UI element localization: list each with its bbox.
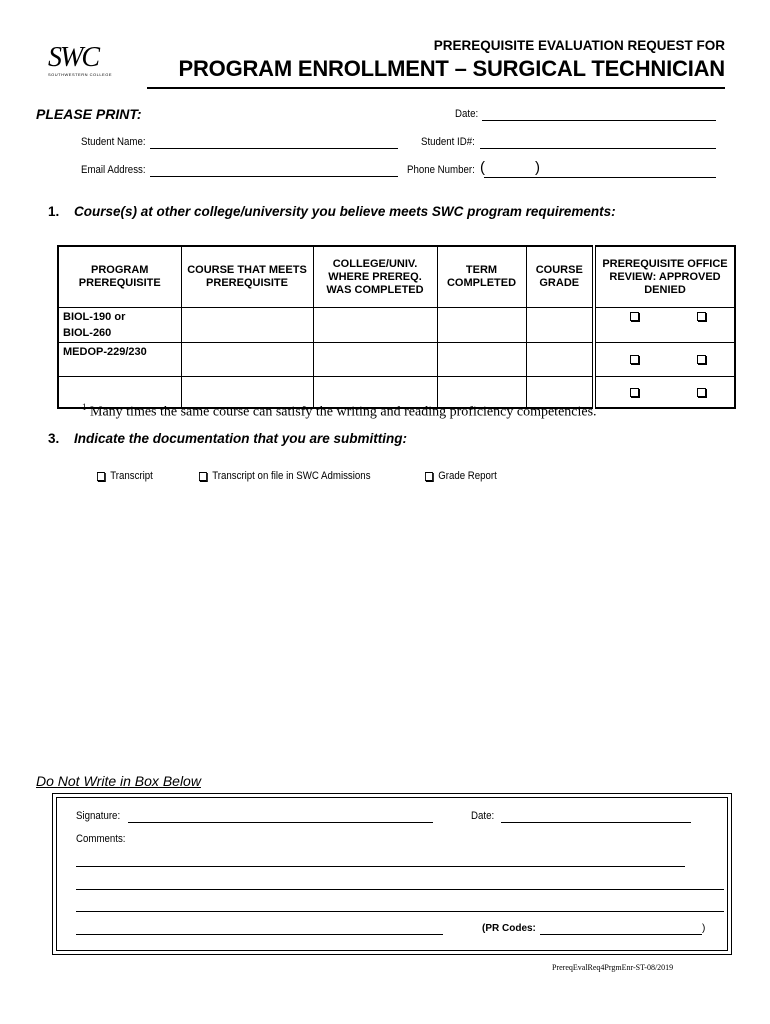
- doc-option-label: Transcript: [110, 470, 153, 482]
- signature-label: Signature:: [76, 810, 121, 822]
- approved-checkbox[interactable]: [630, 312, 639, 321]
- term-cell[interactable]: [437, 308, 526, 343]
- table-row: [58, 343, 735, 377]
- pr-codes-close: ): [702, 923, 706, 934]
- col-program-prerequisite: PROGRAM PREREQUISITE: [58, 246, 181, 308]
- col-office-review: PREREQUISITE OFFICE REVIEW: APPROVED DENIED: [594, 246, 735, 308]
- review-cell: [594, 308, 735, 343]
- prereq-cell: [58, 308, 181, 343]
- office-use-inner-border: [56, 797, 728, 951]
- college-cell[interactable]: [313, 343, 437, 377]
- phone-field[interactable]: [484, 177, 716, 178]
- please-print-heading: PLEASE PRINT:: [36, 106, 142, 122]
- logo-tagline: SOUTHWESTERN COLLEGE: [48, 72, 113, 77]
- form-title: PROGRAM ENROLLMENT – SURGICAL TECHNICIAN: [178, 56, 725, 81]
- section-1-title: Course(s) at other college/university you believe meets SWC program requirements:: [74, 204, 616, 219]
- form-subtitle: PREREQUISITE EVALUATION REQUEST FOR: [433, 38, 725, 53]
- office-use-box: [52, 793, 732, 955]
- grade-cell[interactable]: [526, 308, 594, 343]
- date-field[interactable]: [482, 120, 716, 121]
- prereq-line: BIOL-190 or: [63, 311, 126, 323]
- email-label: Email Address:: [81, 164, 146, 176]
- approved-checkbox[interactable]: [630, 355, 639, 364]
- comments-line[interactable]: [76, 889, 724, 890]
- denied-checkbox[interactable]: [697, 312, 706, 321]
- checkbox-icon[interactable]: [425, 472, 433, 481]
- office-date-field[interactable]: [501, 822, 691, 823]
- course-cell[interactable]: [181, 343, 313, 377]
- footnote-marker: 1: [82, 402, 87, 412]
- checkbox-icon[interactable]: [97, 472, 105, 481]
- col-college-university: COLLEGE/UNIV. WHERE PREREQ. WAS COMPLETED: [313, 246, 437, 308]
- footnote-text: Many times the same course can satisfy the writing and reading proficiency competencies.: [90, 404, 597, 420]
- comments-label: Comments:: [76, 833, 126, 845]
- office-use-heading: Do Not Write in Box Below: [36, 773, 201, 789]
- pr-codes-field[interactable]: [540, 934, 702, 935]
- col-course-grade: COURSE GRADE: [526, 246, 594, 308]
- comments-line[interactable]: [76, 934, 443, 935]
- office-date-label: Date:: [471, 810, 495, 822]
- college-cell[interactable]: [313, 308, 437, 343]
- signature-field[interactable]: [128, 822, 433, 823]
- review-cell: [594, 377, 735, 409]
- col-term-completed: TERM COMPLETED: [437, 246, 526, 308]
- section-3-number: 3.: [48, 431, 60, 446]
- grade-cell[interactable]: [526, 343, 594, 377]
- doc-option-grade-report[interactable]: [425, 470, 497, 482]
- phone-label: Phone Number:: [407, 164, 475, 176]
- term-cell[interactable]: [437, 343, 526, 377]
- logo-mark: SWC: [48, 42, 98, 73]
- email-field[interactable]: [150, 176, 398, 177]
- table-row: [58, 308, 735, 343]
- doc-option-transcript[interactable]: [97, 470, 153, 482]
- approved-checkbox[interactable]: [630, 388, 639, 397]
- college-logo: [48, 44, 128, 86]
- prereq-line: BIOL-260: [63, 327, 112, 339]
- col-course-that-meets: COURSE THAT MEETS PREREQUISITE: [181, 246, 313, 308]
- title-rule: [147, 87, 725, 89]
- phone-area-open: (: [480, 159, 485, 176]
- footnote: [82, 402, 597, 421]
- review-cell: [594, 343, 735, 377]
- section-1-number: 1.: [48, 204, 60, 219]
- checkbox-icon[interactable]: [199, 472, 207, 481]
- date-label: Date:: [455, 108, 479, 120]
- comments-line[interactable]: [76, 866, 685, 867]
- doc-option-transcript-on-file[interactable]: [199, 470, 371, 482]
- table-header-row: [58, 246, 735, 308]
- doc-option-label: Transcript on file in SWC Admissions: [212, 470, 371, 482]
- student-id-label: Student ID#:: [421, 136, 475, 148]
- section-1-heading: [48, 204, 616, 219]
- denied-checkbox[interactable]: [697, 355, 706, 364]
- section-3-heading: [48, 431, 407, 446]
- prereq-cell: [58, 343, 181, 377]
- comments-line[interactable]: [76, 911, 724, 912]
- doc-option-label: Grade Report: [438, 470, 497, 482]
- form-code: PrereqEvalReq4PrgmEnr-ST-08/2019: [552, 963, 674, 972]
- course-cell[interactable]: [181, 308, 313, 343]
- denied-checkbox[interactable]: [697, 388, 706, 397]
- prerequisite-table: [57, 245, 736, 409]
- section-3-title: Indicate the documentation that you are submitting:: [74, 431, 408, 446]
- student-name-label: Student Name:: [81, 136, 146, 148]
- prereq-line: MEDOP-229/230: [63, 346, 147, 358]
- pr-codes-label: (PR Codes:: [482, 923, 536, 934]
- phone-area-close: ): [535, 159, 540, 176]
- student-name-field[interactable]: [150, 148, 398, 149]
- student-id-field[interactable]: [480, 148, 716, 149]
